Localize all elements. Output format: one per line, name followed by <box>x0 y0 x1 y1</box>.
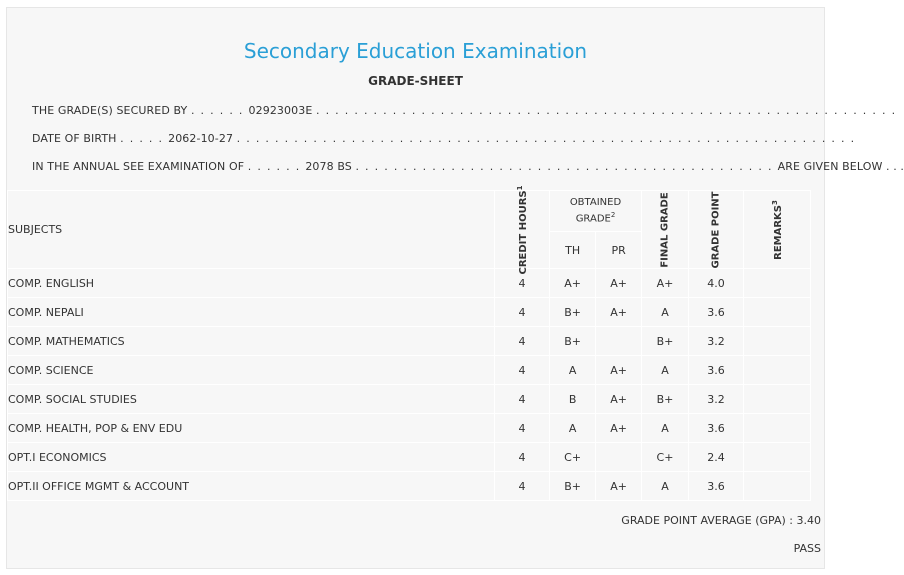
remarks-cell <box>744 327 811 356</box>
dob-label: DATE OF BIRTH <box>32 132 117 145</box>
theory-grade-cell: B+ <box>550 472 596 501</box>
credit-cell: 4 <box>495 414 550 443</box>
theory-grade-cell: A <box>550 414 596 443</box>
credit-cell: 4 <box>495 385 550 414</box>
grade-point-cell: 3.6 <box>689 356 744 385</box>
gpa-label: GRADE POINT AVERAGE (GPA) : <box>621 514 793 527</box>
practical-grade-cell <box>596 443 642 472</box>
secured-by-line: THE GRADE(S) SECURED BY . . . . . . 02923003E . . . . . . . . . . . . . . . . . . . . . . . . . . . . . . . . . . . . . . . . . . . . . . . . . . . . . . . . . . . . . <box>32 104 897 117</box>
remarks-cell <box>744 298 811 327</box>
table-row <box>8 327 811 356</box>
exam-year: 2078 BS <box>305 160 352 173</box>
remarks-header: REMARKS$^3$ <box>744 191 811 269</box>
final-grade-cell: A <box>642 414 689 443</box>
exam-label: IN THE ANNUAL SEE EXAMINATION OF <box>32 160 245 173</box>
theory-grade-cell: B <box>550 385 596 414</box>
subject-cell: COMP. NEPALI <box>8 298 495 327</box>
subject-cell: OPT.II OFFICE MGMT & ACCOUNT <box>8 472 495 501</box>
practical-grade-cell: A+ <box>596 385 642 414</box>
gpa-value: 3.40 <box>796 514 821 527</box>
final-grade-cell: B+ <box>642 327 689 356</box>
symbol-number: 02923003E <box>248 104 313 117</box>
table-row <box>8 385 811 414</box>
table-row <box>8 472 811 501</box>
remarks-cell <box>744 269 811 298</box>
grade-point-cell: 3.6 <box>689 472 744 501</box>
subject-cell: COMP. ENGLISH <box>8 269 495 298</box>
remarks-cell <box>744 414 811 443</box>
remarks-cell <box>744 472 811 501</box>
subject-cell: COMP. MATHEMATICS <box>8 327 495 356</box>
obtained-grade-header: OBTAINED GRADE$^2$ <box>550 191 642 232</box>
remarks-cell <box>744 443 811 472</box>
practical-header: PR <box>596 232 642 269</box>
grade-point-cell: 4.0 <box>689 269 744 298</box>
grade-point-cell: 3.2 <box>689 385 744 414</box>
grade-point-cell: 3.6 <box>689 298 744 327</box>
practical-grade-cell: A+ <box>596 269 642 298</box>
grade-point-header: GRADE POINT <box>689 191 744 269</box>
table-row <box>8 443 811 472</box>
theory-header: TH <box>550 232 596 269</box>
grade-point-cell: 2.4 <box>689 443 744 472</box>
table-row <box>8 414 811 443</box>
final-grade-cell: C+ <box>642 443 689 472</box>
grade-sheet-heading: GRADE-SHEET <box>368 74 463 88</box>
remarks-cell <box>744 385 811 414</box>
theory-grade-cell: A <box>550 356 596 385</box>
final-grade-cell: A <box>642 298 689 327</box>
header-row <box>8 191 811 232</box>
credit-hours-header: CREDIT HOURS$^1$ <box>495 191 550 269</box>
subjects-header: SUBJECTS <box>8 191 495 269</box>
dob-line: DATE OF BIRTH . . . . . 2062-10-27 . . . . . . . . . . . . . . . . . . . . . . . . . . . . . . . . . . . . . . . . . . . . . . . . . . . . . . . . . . . . . . . . . <box>32 132 856 145</box>
table-row <box>8 298 811 327</box>
exam-title: Secondary Education Examination <box>243 39 588 63</box>
credit-cell: 4 <box>495 269 550 298</box>
exam-line: IN THE ANNUAL SEE EXAMINATION OF . . . . . . 2078 BS . . . . . . . . . . . . . . . . . . . . . . . . . . . . . . . . . . . . . . . . . . . . ARE GIVEN BELOW . . . <box>32 160 904 173</box>
final-grade-cell: B+ <box>642 385 689 414</box>
practical-grade-cell: A+ <box>596 356 642 385</box>
subject-cell: COMP. HEALTH, POP & ENV EDU <box>8 414 495 443</box>
credit-cell: 4 <box>495 356 550 385</box>
final-grade-cell: A <box>642 472 689 501</box>
practical-grade-cell: A+ <box>596 414 642 443</box>
theory-grade-cell: C+ <box>550 443 596 472</box>
result-status: PASS <box>793 542 821 555</box>
practical-grade-cell: A+ <box>596 298 642 327</box>
given-below-text: ARE GIVEN BELOW . . . <box>777 160 904 173</box>
theory-grade-cell: A+ <box>550 269 596 298</box>
final-grade-header: FINAL GRADE <box>642 191 689 269</box>
dob-value: 2062-10-27 <box>168 132 234 145</box>
theory-grade-cell: B+ <box>550 298 596 327</box>
final-grade-cell: A+ <box>642 269 689 298</box>
grades-table <box>7 185 811 501</box>
table-row <box>8 269 811 298</box>
credit-cell: 4 <box>495 472 550 501</box>
table-row <box>8 356 811 385</box>
subject-cell: OPT.I ECONOMICS <box>8 443 495 472</box>
practical-grade-cell: A+ <box>596 472 642 501</box>
subject-cell: COMP. SOCIAL STUDIES <box>8 385 495 414</box>
secured-by-label: THE GRADE(S) SECURED BY <box>32 104 188 117</box>
final-grade-cell: A <box>642 356 689 385</box>
practical-grade-cell <box>596 327 642 356</box>
credit-cell: 4 <box>495 298 550 327</box>
grade-point-cell: 3.2 <box>689 327 744 356</box>
gpa-summary <box>621 514 821 527</box>
subject-cell: COMP. SCIENCE <box>8 356 495 385</box>
grade-point-cell: 3.6 <box>689 414 744 443</box>
remarks-cell <box>744 356 811 385</box>
theory-grade-cell: B+ <box>550 327 596 356</box>
credit-cell: 4 <box>495 443 550 472</box>
credit-cell: 4 <box>495 327 550 356</box>
